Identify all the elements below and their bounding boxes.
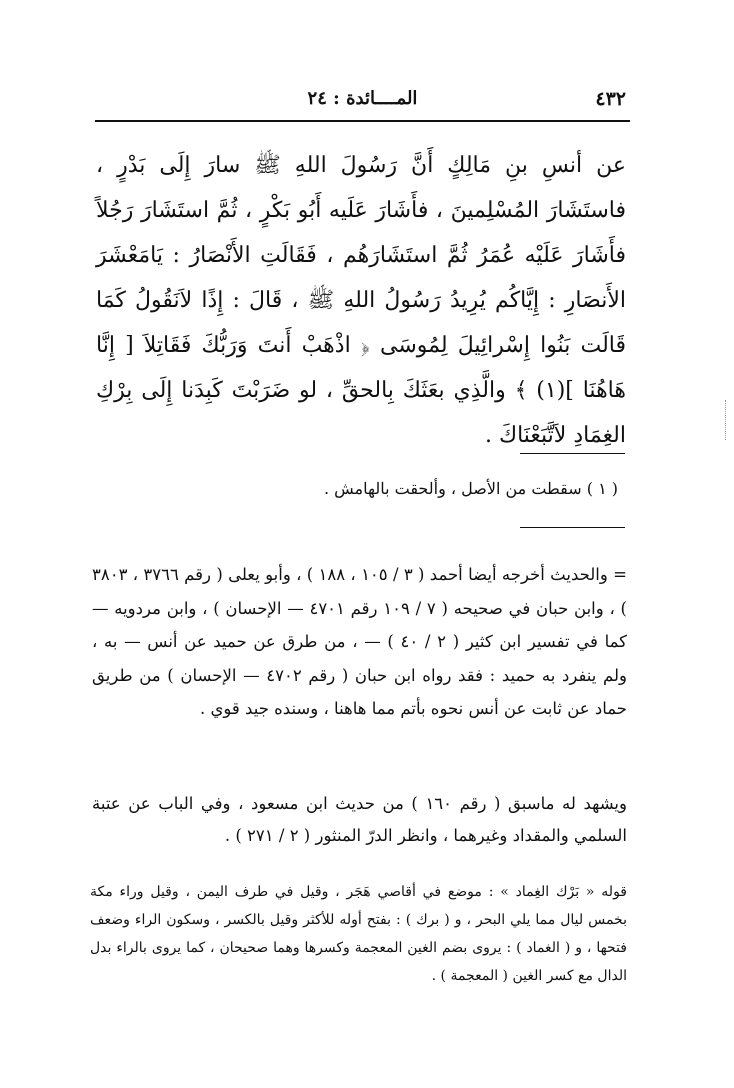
page-header xyxy=(95,84,630,114)
running-title: المــــائدة : ٢٤ xyxy=(307,88,418,109)
commentary-gloss xyxy=(90,878,627,990)
commentary-witness xyxy=(92,788,627,852)
footnote xyxy=(300,476,618,502)
footnote-separator xyxy=(520,453,625,454)
hadith-paragraph: عن أنسِ بنِ مَالِكٍ أَنَّ رَسُولَ اللهِ ﷺ سارَ إِلَى بَدْرٍ ، فاستَشَارَ المُسْلِمينَ ، فأَشَارَ عَلَيه أَبُو بَكْرٍ ، ثُمَّ استَشَارَ رَجُلاً فأَشَارَ عَلَيْه عُمَرُ ثُمَّ استَشَارَهُم ، فَقَالَتِ الأَنْصَارُ : يَامَعْشَرَ الأَنصَارِ : إِيَّاكُم يُرِيدُ رَسُولُ اللهِ ﷺ ، قَالَ : إِذًا لاَنَقُولُ كَمَا قَالَت بَنُوا إِسْرائِيلَ لِمُوسَى ﴿ اذْهَبْ أَنتَ وَرَبُّكَ فَقَاتِلاَ [ إِنَّا هَاهُنَا ](١) ﴾ والَّذِي بعَثَكَ بِالحقِّ ، لو ضَرَبْتَ كَبِدَنا إِلَى بِرْكِ الغِمَادِ لاَتَّبَعْنَاكَ . xyxy=(96,153,626,448)
header-rule xyxy=(95,120,630,122)
commentary-continuation xyxy=(92,558,627,726)
commentary-separator xyxy=(520,527,625,528)
footnote-text: ( ١ ) سقطت من الأصل ، وألحقت بالهامش . xyxy=(323,479,618,498)
hadith-text xyxy=(96,143,626,458)
margin-mark xyxy=(723,400,726,440)
page-number: ٤٣٢ xyxy=(595,88,626,110)
commentary-witness-text: ويشهد له ماسبق ( رقم ١٦٠ ) من حديث ابن مسعود ، وفي الباب عن عتبة السلمي والمقداد وغيرهما ، وانظر الدرّ المنثور ( ٢ / ٢٧١ ) . xyxy=(92,794,627,845)
commentary-gloss-text: قوله « بَرْك الغِماد » : موضع في أقاصي هَجَر ، وقيل في طرف اليمن ، وقيل وراء مكة بخمس ليال مما يلي البحر ، و ( برك ) : بفتح أوله للأكثر وقيل بالكسر ، وسكون الراء وضعف فتحها ، و ( الغماد ) : يروى بضم الغين المعجمة وكسرها وهما صحيحان ، كما يروى بالراء بدل الدال مع كسر الغين ( المعجمة ) . xyxy=(90,884,627,984)
commentary-continuation-text: = والحديث أخرجه أيضا أحمد ( ٣ / ١٠٥ ، ١٨٨ ) ، وأبو يعلى ( رقم ٣٧٦٦ ، ٣٨٠٣ ) ، وابن حبان في صحيحه ( ٧ / ١٠٩ رقم ٤٧٠١ — الإحسان ) ، وابن مردويه — كما في تفسير ابن كثير ( ٢ / ٤٠ ) — ، من طرق عن حميد عن أنس — به ، ولم ينفرد به حميد : فقد رواه ابن حبان ( رقم ٤٧٠٢ — الإحسان ) من طريق حماد عن ثابت عن أنس نحوه بأتم مما هاهنا ، وسنده جيد قوي . xyxy=(92,565,627,719)
